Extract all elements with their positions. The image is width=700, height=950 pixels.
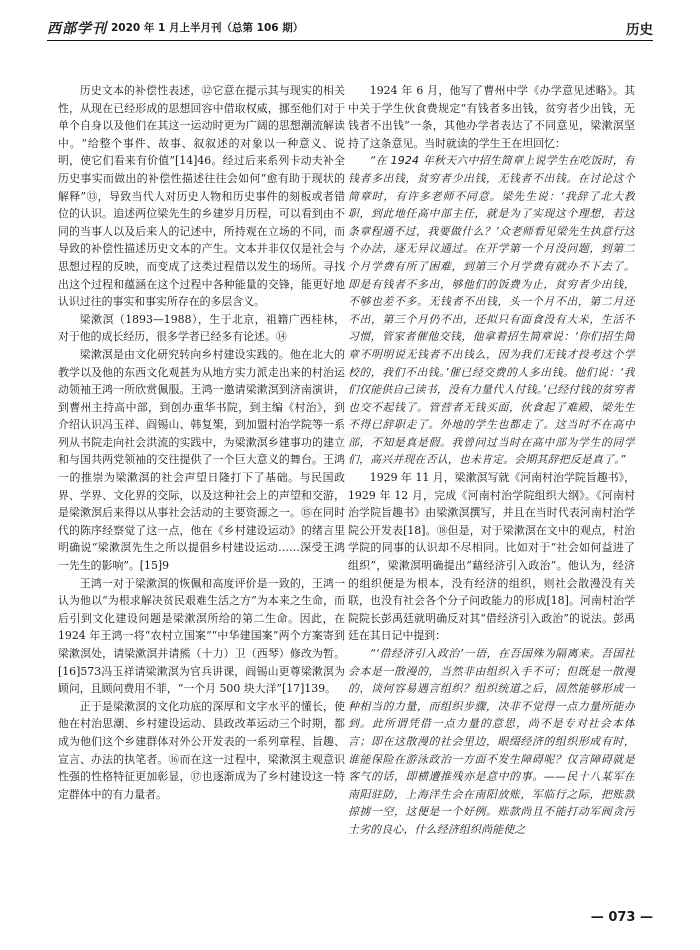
paragraph: 正于是梁漱溟的文化功底的深厚和文字水平的懂长，使他在村治思潮、乡村建设运动、县政改革运动三个时期，都成为他们这个乡建群体对外公开发表的一系列章程、旨趣、宣言、办法的执笔者。⑯而在这一过程中，梁漱溟主观意识性强的性格特征更加彰显，⑰也逐渐成为了乡村建设这一特定群体中的有力量者。 bbox=[58, 699, 345, 801]
issue-info: 2020 年 1 月上半月刊（总第 106 期） bbox=[111, 22, 304, 34]
section-title: 历史 bbox=[626, 22, 653, 38]
left-column bbox=[58, 82, 345, 872]
paragraph: 1924 年 6 月，他写了曹州中学《办学意见述略》。其中关于学生伙食费规定“有钱者多出钱，贫穷者少出钱，无钱者不出钱”一条，其他办学者表达了不同意见，梁漱溟坚持了这条意见。当时就读的学生王在坦回忆： bbox=[348, 84, 635, 150]
paragraph: 1929 年 11 月，梁漱溟写就《河南村治学院旨趣书》，1929 年 12 月，完成《河南村治学院组织大纲》。《河南村治学院旨趣书》由梁漱溟撰写，并且在当时代表河南村治学院公开发表[18]。⑱但是，对于梁漱溟在文中的观点，村治学院的同事的认识却不尽相同。比如对于“社会如何益进了组织”，梁漱溟明确提出“藉经济引入政治”。他认为，经济的组织便是为根本，没有经济的组织，则社会散漫没有关联，也没有社会各个分子问政能力的形成[18]。河南村治学院院长彭禹廷就明确反对其“借经济引入政治”的说法。彭禹廷在其日记中提到： bbox=[348, 471, 635, 643]
page-number: — 073 — bbox=[590, 910, 653, 925]
page-header bbox=[47, 14, 653, 41]
paragraph: 梁漱溟是由文化研究转向乡村建设实践的。他在北大的教学以及他的东西文化观甚为从地方实力派走出来的村治运动领袖王鸿一所欣赏佩服。王鸿一邀请梁漱溟到济南演讲，到曹州主持高中部，到创办重华书院，到主编《村治》，到介绍认识冯玉祥、阎锡山、韩复榘，到加盟村治学院等一系列从书院走向社会洪流的实践中，为梁漱溟乡建事功的建立和与国共两党领袖的交往提供了一个巨大意义的舞台。王鸿一的推崇为梁漱溟的社会声望日隆打下了基础。与民国政界、学界、文化界的交际，以及这种社会上的声望和交游，是梁漱溟后来得以从事社会活动的主要资源之一。⑮在同时代的陈序经察觉了这一点，他在《乡村建设运动》的绪言里明确说“梁漱溟先生之所以提倡乡村建设运动……深受王鸿一先生的影响”。[15]9 bbox=[58, 347, 345, 573]
paragraph: 历史文本的补偿性表述，⑫它意在提示其与现实的相关性，从现在已经形成的思想回容中借取权威，挪至他们对于单个自身以及他们在其这一运动时更为广阔的思想潮流解读中。“给整个事件、故事、叙叙述的对象以一种意义、说明，使它们看来有价值”[14]46。经过后来系列卡动夫补全历史事实而做出的补偿性描述往往会如何“愈有助于现状的解释”⑬，导致当代人对历史人物和历史事件的刻板或者错位的认识。追述两位梁先生的乡建岁月历程，可以看到由不同的当事人以及后来人的记述中，所持观在立场的不同，而导致的补偿性描述历史文本的产生。文本并非仅仅是社会与思想过程的反映，而变成了这类过程借以发生的场所。寻找出这个过程和蕴涵在这个过程中各种能量的交锋，能更好地认识过往的事实和事实所存在的多层含义。 bbox=[58, 84, 345, 309]
paragraph: 梁漱溟（1893—1988），生于北京，祖籍广西桂林，对于他的成长经历，很多学者已经多有论述。⑭ bbox=[58, 312, 345, 344]
right-column bbox=[348, 82, 635, 872]
journal-logo: 西部学刊 bbox=[47, 21, 107, 37]
paragraph: 王鸿一对于梁漱溟的恢佩和高度评价是一致的，王鸿一认为他以“为根求解决贫民艰难生活之方”为本来之生命，而后引到文化建设问题是梁漱溟所给的第二生命。因此，在 1924 年王鸿一将“农村立国案”“中华建国案”两个方案寄到梁漱溟处，请梁漱溟并请熊（十力）卫（西琴）修改为暂。[16]573冯玉祥请梁漱溟为官兵讲课，阎锡山更尊梁漱溟为顾问，且顾问费用不菲，“一个月 500 块大洋”[17]139。 bbox=[58, 576, 345, 696]
block-quote: “‘借经济引入政治’一语，在吾国殊为隔离来。吾国社会本是一散漫的，当然非由组织入手不可；但既是一散漫的，谈何容易遇言组织？组织统道之后，固然能够形成一种相当的力量，而组织步骤，决非不觉得一点力量所能办到。此所谓凭借一点力量的意思，尚不是专对社会本体言；即在这散漫的社会里边，眼缀经济的组织形成有时，谁能保险在游泳政治一方面不发生障碍呢？仅言障碍就是客气的话，即横遭推残亦是意中的事。——民十八某军在南阳驻防，上海洋生会在南阳放账，军临行之际，把账款掠掳一空，这便是一个好例。账款尚且不能打动军阀贪污土劣的良心，什么经济组织尚能使之 bbox=[348, 647, 635, 836]
block-quote: “在 1924 年秋天六中招生简章上说学生在吃饭时，有钱者多出钱，贫穷者少出钱，无钱者不出钱。在讨论这个简章时，有许多老师不同意。梁先生说：‘我辞了北大教职，到此地任高中部主任，就是为了实现这个理想，若这条章程通不过，我要做什么？’众老师看见梁先生执意行这个办法，逐无异议通过。在开学第一个月没问题，到第二个月学费有所了困难，到第三个月学费有就办不下去了。即是有钱者不多出，够他们的饭费为止，贫穷者少出钱，不够也差不多。无钱者不出钱，头一个月不出，第二月还不出，第三个月仍不出，还拟只有面食没有大米，生活不习惯，管家者催他交钱，他拿着招生简章说：‘你们招生简章不明明说无钱者不出钱么，因为我们无钱才投考这个学校的，我们不出钱。’催已经交费的人多出钱。他们说：‘我们仅能供自己读书，没有力量代人付钱。’已经付钱的贫穷者也交不起钱了。管营者无钱买面，伙食起了难殿，梁先生不得已辞职走了。外地的学生也都走了。这当时不在高中部，不知是真是假。我曾问过当时在高中部为学生的同学们，高兴并现在否认，也未肯定。会期其辞把反是真了。” bbox=[348, 154, 635, 467]
